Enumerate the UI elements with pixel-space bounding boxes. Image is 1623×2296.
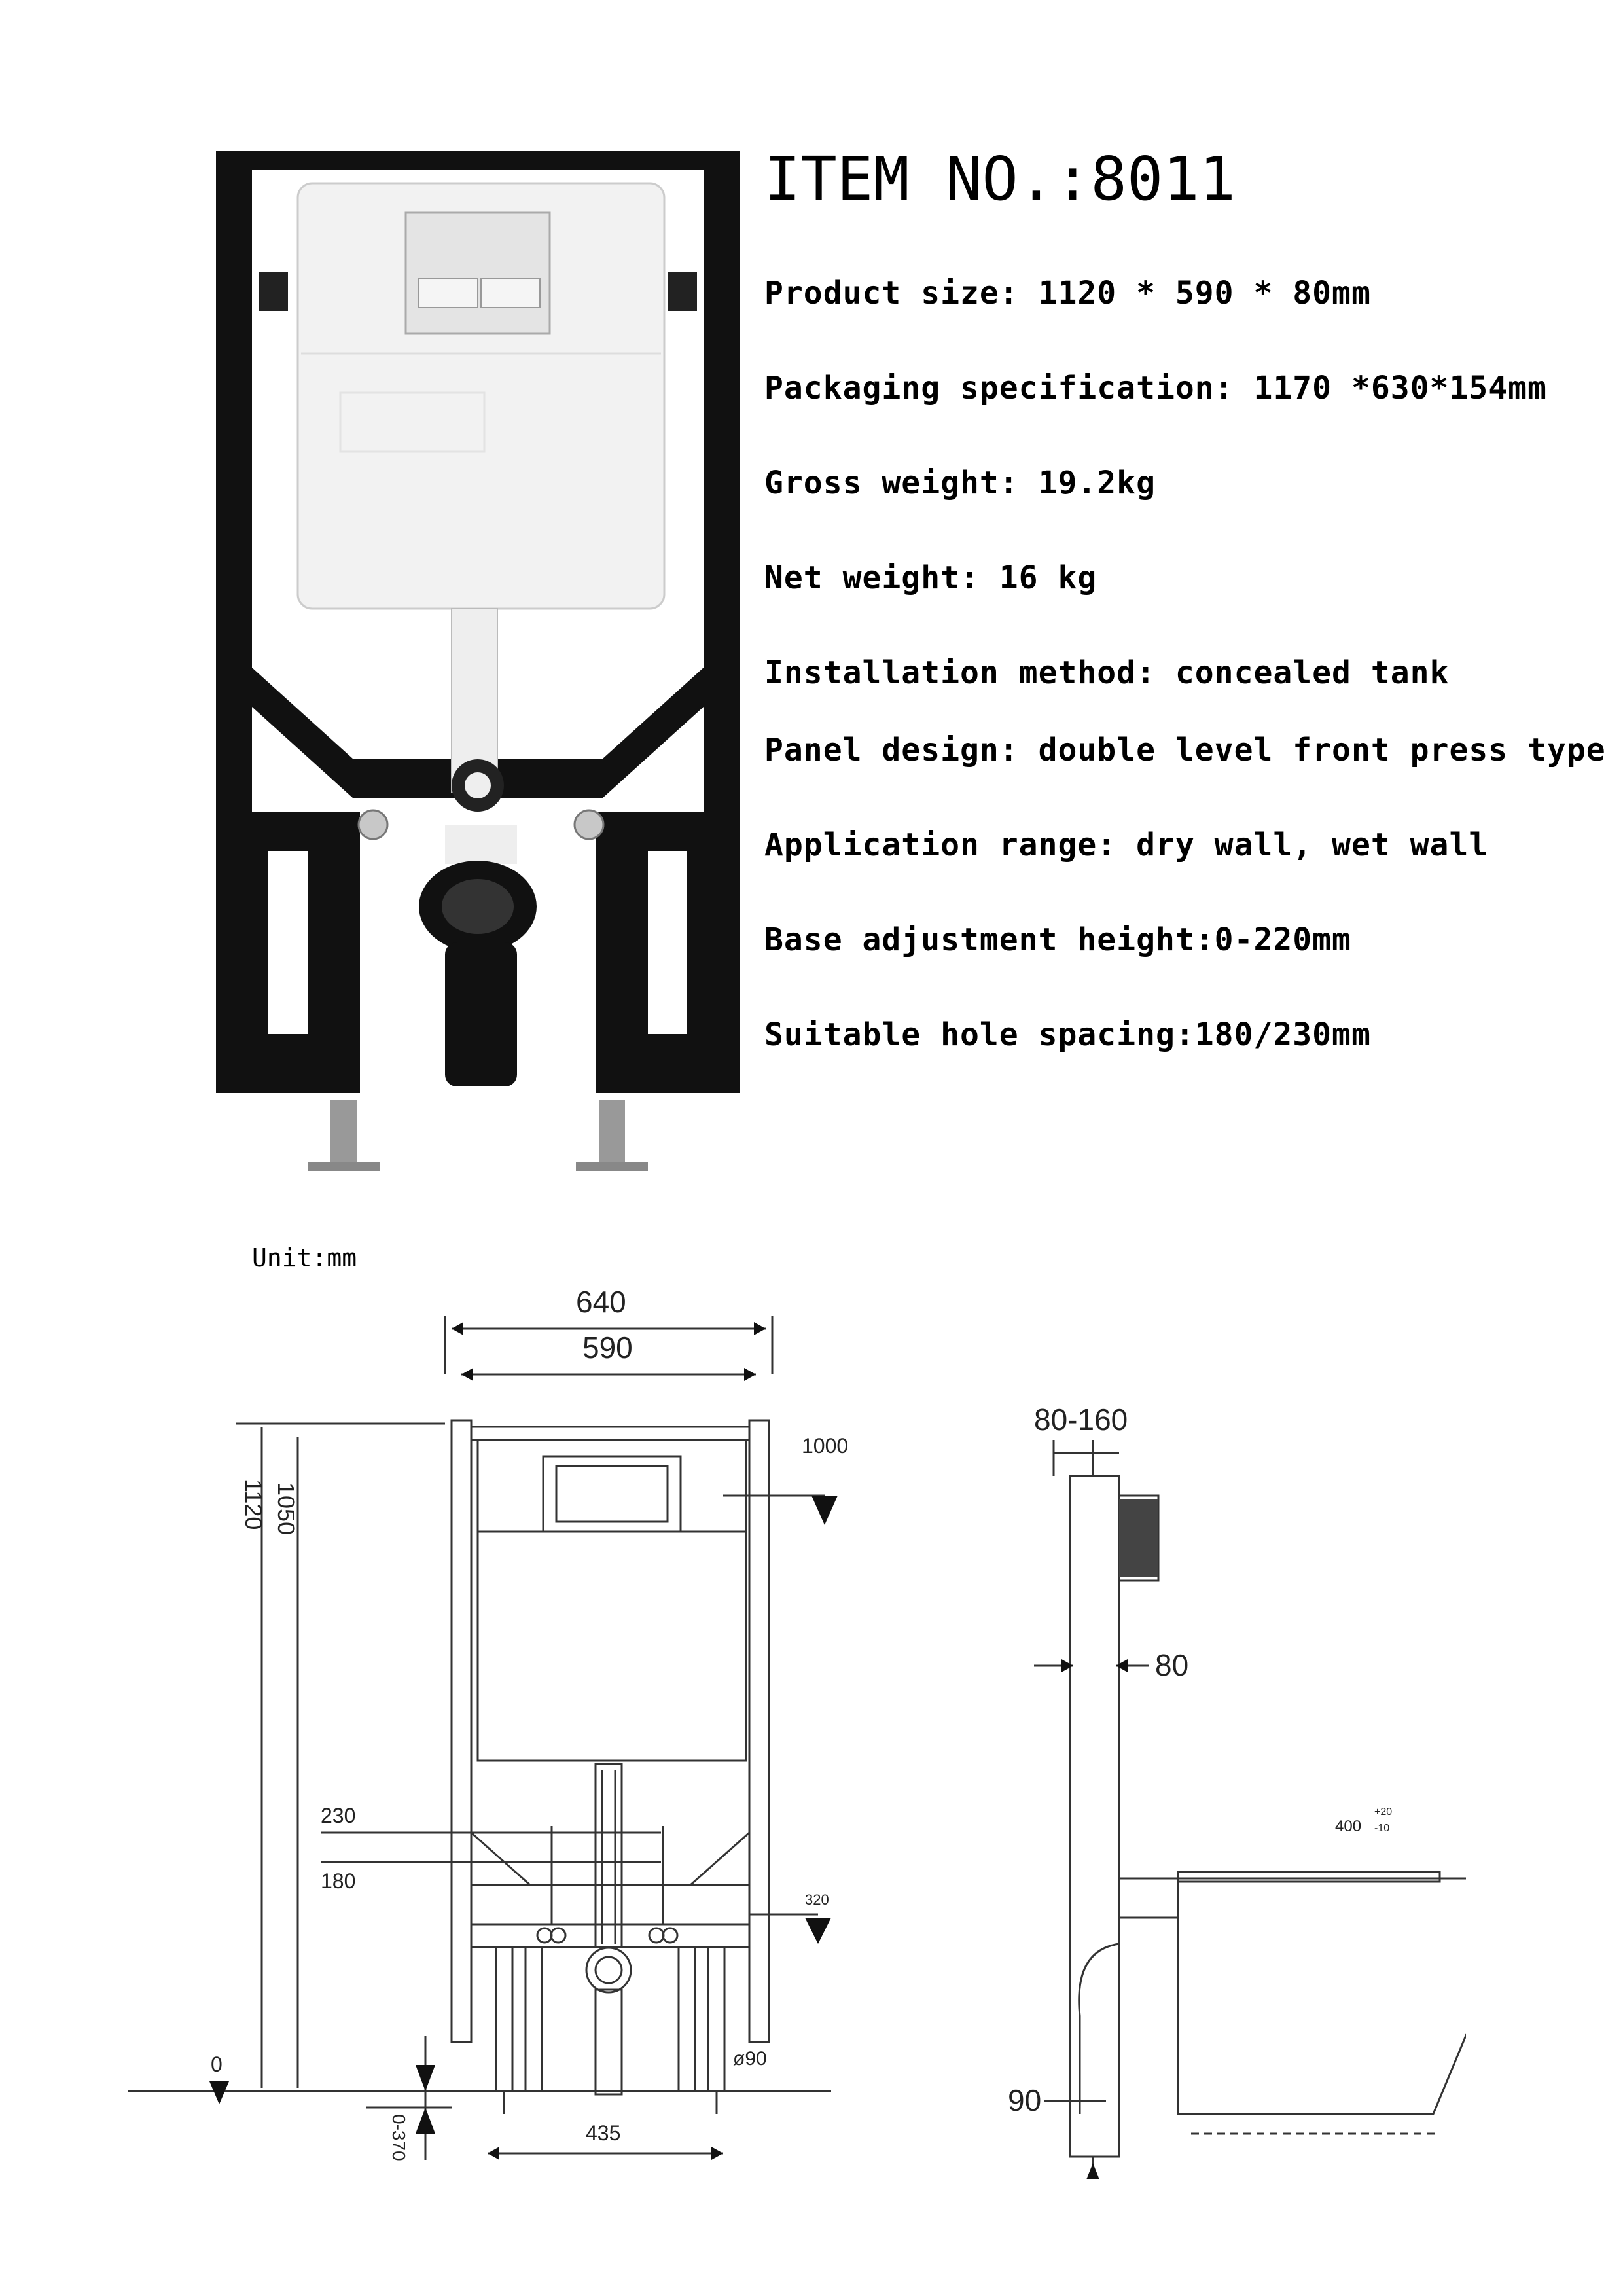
product-photo	[196, 131, 759, 1178]
dim-level-320: 320	[805, 1892, 829, 1908]
spec-hole-spacing: Suitable hole spacing:180/230mm	[764, 1016, 1371, 1053]
unit-label: Unit:mm	[252, 1244, 357, 1272]
spec-packaging: Packaging specification: 1170 *630*154mm	[764, 370, 1547, 406]
dim-foot-span: 435	[586, 2121, 621, 2145]
side-drawing	[1008, 1361, 1466, 2179]
dim-tol-minus: -10	[1374, 1823, 1390, 1834]
spec-net-weight: Net weight: 16 kg	[764, 560, 1097, 596]
dim-depth-range: 80-160	[1034, 1403, 1128, 1437]
front-drawing	[105, 1270, 890, 2186]
dim-pipe-dia: ø90	[733, 2048, 767, 2070]
spec-gross-weight: Gross weight: 19.2kg	[764, 465, 1156, 501]
dim-floor-0: 0	[211, 2053, 223, 2076]
dim-bowl-height: 400	[1335, 1818, 1362, 1835]
spec-product-size: Product size: 1120 * 590 * 80mm	[764, 275, 1371, 312]
spec-application: Application range: dry wall, wet wall	[764, 827, 1489, 863]
dim-height-frame: 1050	[273, 1482, 300, 1535]
spec-installation: Installation method: concealed tank	[764, 655, 1450, 691]
dim-outlet: 90	[1008, 2083, 1042, 2117]
dim-tol-plus: +20	[1374, 1806, 1393, 1818]
dim-flush-height: 1000	[802, 1434, 849, 1458]
flush-plate	[406, 213, 550, 334]
dim-foot-adjust: 0-370	[389, 2114, 409, 2161]
dim-hole-230: 230	[321, 1804, 356, 1827]
dim-width-outer: 640	[576, 1285, 626, 1319]
item-number: ITEM NO.:8011	[764, 144, 1236, 214]
spec-base-height: Base adjustment height:0-220mm	[764, 922, 1351, 958]
spec-panel-design: Panel design: double level front press type	[764, 732, 1606, 768]
feet	[308, 1100, 648, 1171]
dim-frame-depth: 80	[1155, 1648, 1189, 1682]
dim-width-inner: 590	[582, 1331, 633, 1365]
dim-hole-180: 180	[321, 1869, 356, 1893]
dim-height-total: 1120	[240, 1479, 267, 1530]
